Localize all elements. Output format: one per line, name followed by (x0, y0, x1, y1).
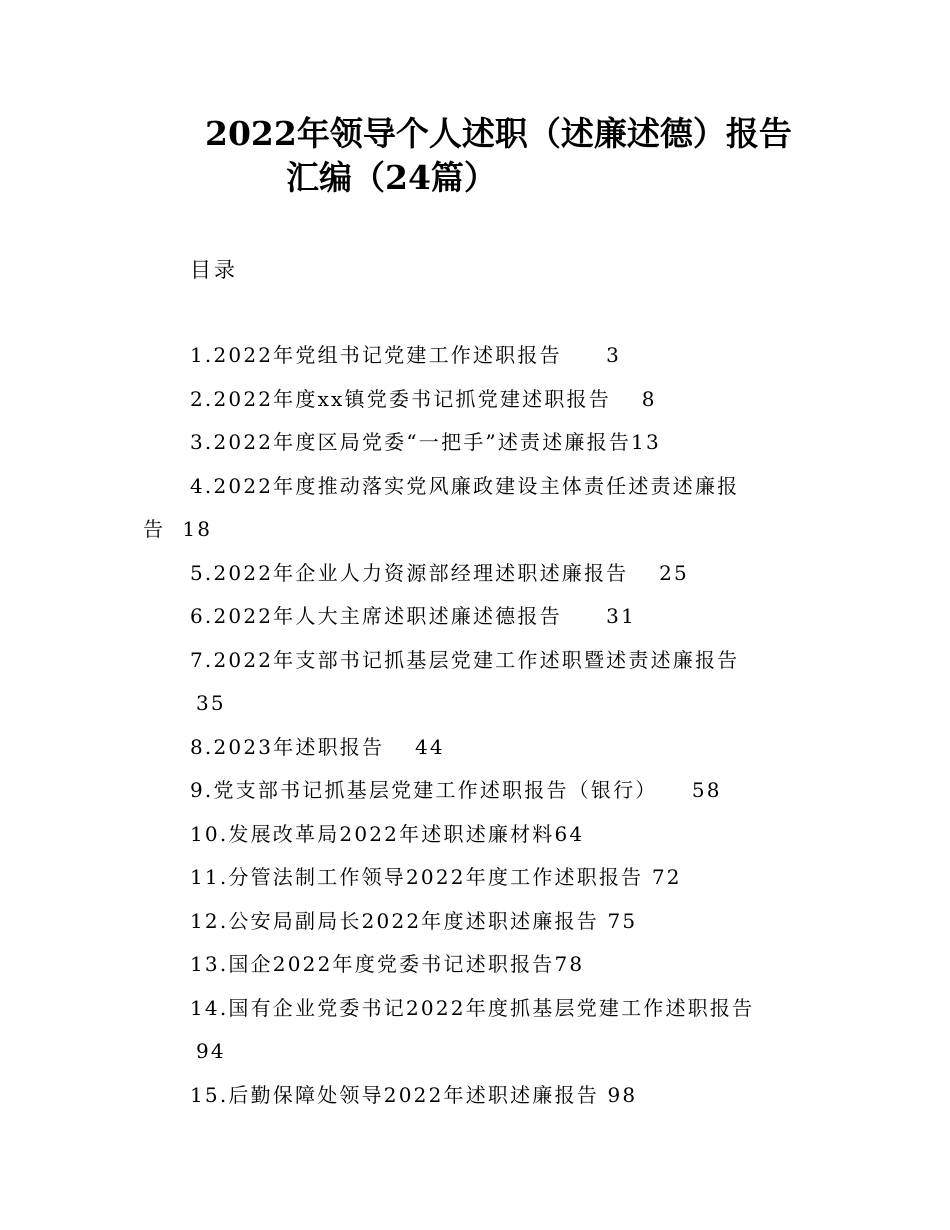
toc-entry-2: 2.2022年度xx镇党委书记抓党建述职报告 8 (190, 387, 657, 411)
toc-entry-13: 13.国企2022年度党委书记述职报告78 (190, 952, 585, 976)
document-title-line-1: 2022年领导个人述职（述廉述德）报告 (205, 114, 792, 153)
toc-entry-1: 1.2022年党组书记党建工作述职报告 3 (190, 343, 622, 367)
toc-entry-7-continued: 35 (196, 691, 226, 715)
toc-entry-7: 7.2022年支部书记抓基层党建工作述职暨述责述廉报告 (190, 648, 740, 672)
toc-entry-10: 10.发展改革局2022年述职述廉材料64 (190, 822, 585, 846)
document-title-line-2: 汇编（24篇） (286, 158, 497, 197)
toc-entry-8: 8.2023年述职报告 44 (190, 735, 445, 759)
toc-entry-6: 6.2022年人大主席述职述廉述德报告 31 (190, 604, 637, 628)
toc-entry-14: 14.国有企业党委书记2022年度抓基层党建工作述职报告 (190, 996, 755, 1020)
toc-entry-9: 9.党支部书记抓基层党建工作述职报告（银行） 58 (190, 778, 722, 802)
toc-entry-12: 12.公安局副局长2022年度述职述廉报告 75 (190, 909, 638, 933)
toc-entry-3: 3.2022年度区局党委“一把手”述责述廉报告13 (190, 430, 661, 454)
toc-entry-5: 5.2022年企业人力资源部经理述职述廉报告 25 (190, 561, 689, 585)
toc-entry-4-continued: 告 18 (143, 517, 213, 541)
toc-entry-14-continued: 94 (196, 1039, 226, 1063)
toc-heading: 目录 (190, 258, 238, 282)
toc-entry-15: 15.后勤保障处领导2022年述职述廉报告 98 (190, 1083, 638, 1107)
toc-entry-4: 4.2022年度推动落实党风廉政建设主体责任述责述廉报 (190, 474, 740, 498)
toc-entry-11: 11.分管法制工作领导2022年度工作述职报告 72 (190, 865, 682, 889)
